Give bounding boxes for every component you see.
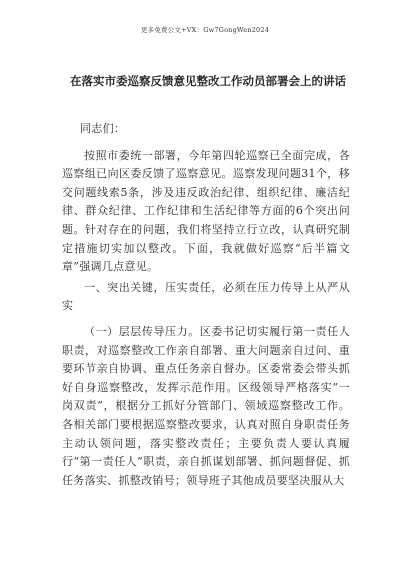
document-body xyxy=(62,120,350,490)
intro-paragraph: 按照市委统一部署，今年第四轮巡察已全面完成，各巡察组已向区委反馈了巡察意见。巡察发现问题31个，移交问题线索5条，涉及违反政治纪律、组织纪律、廉洁纪律、群众纪律、工作纪律和生活纪律等方面的6个突出问题。针对存在的问题，我们将坚持立行立改，认真研究制定措施切实加以整改。下面，我就做好巡察“后半篇文章”强调几点意见。 xyxy=(62,148,350,274)
header-note: 更多免费公文+VX：Gw7GongWen2024 xyxy=(140,26,270,34)
section-heading: 一、突出关键，压实责任，必须在压力传导上从严从实 xyxy=(62,280,350,313)
subsection-paragraph: （一）层层传导压力。区委书记切实履行第一责任人职责，对巡察整改工作亲自部署、重大问题亲自过问、重要环节亲自协调、重点任务亲自督办。区委常委会带头抓好自身巡察整改，发挥示范作用。区级领导严格落实“一岗双责”，根据分工抓好分管部门、领域巡察整改工作。各相关部门要根据巡察整改要求，认真对照自身职责任务主动认领问题，落实整改责任；主要负责人要认真履行“第一责任人”职责，亲自抓谋划部署、抓问题督促、抓任务落实、抓整改销号；领导班子其他成员要坚决服从大 xyxy=(62,324,350,487)
document-title: 在落实市委巡察反馈意见整改工作动员部署会上的讲话 xyxy=(70,74,346,88)
salutation: 同志们： xyxy=(80,122,126,135)
